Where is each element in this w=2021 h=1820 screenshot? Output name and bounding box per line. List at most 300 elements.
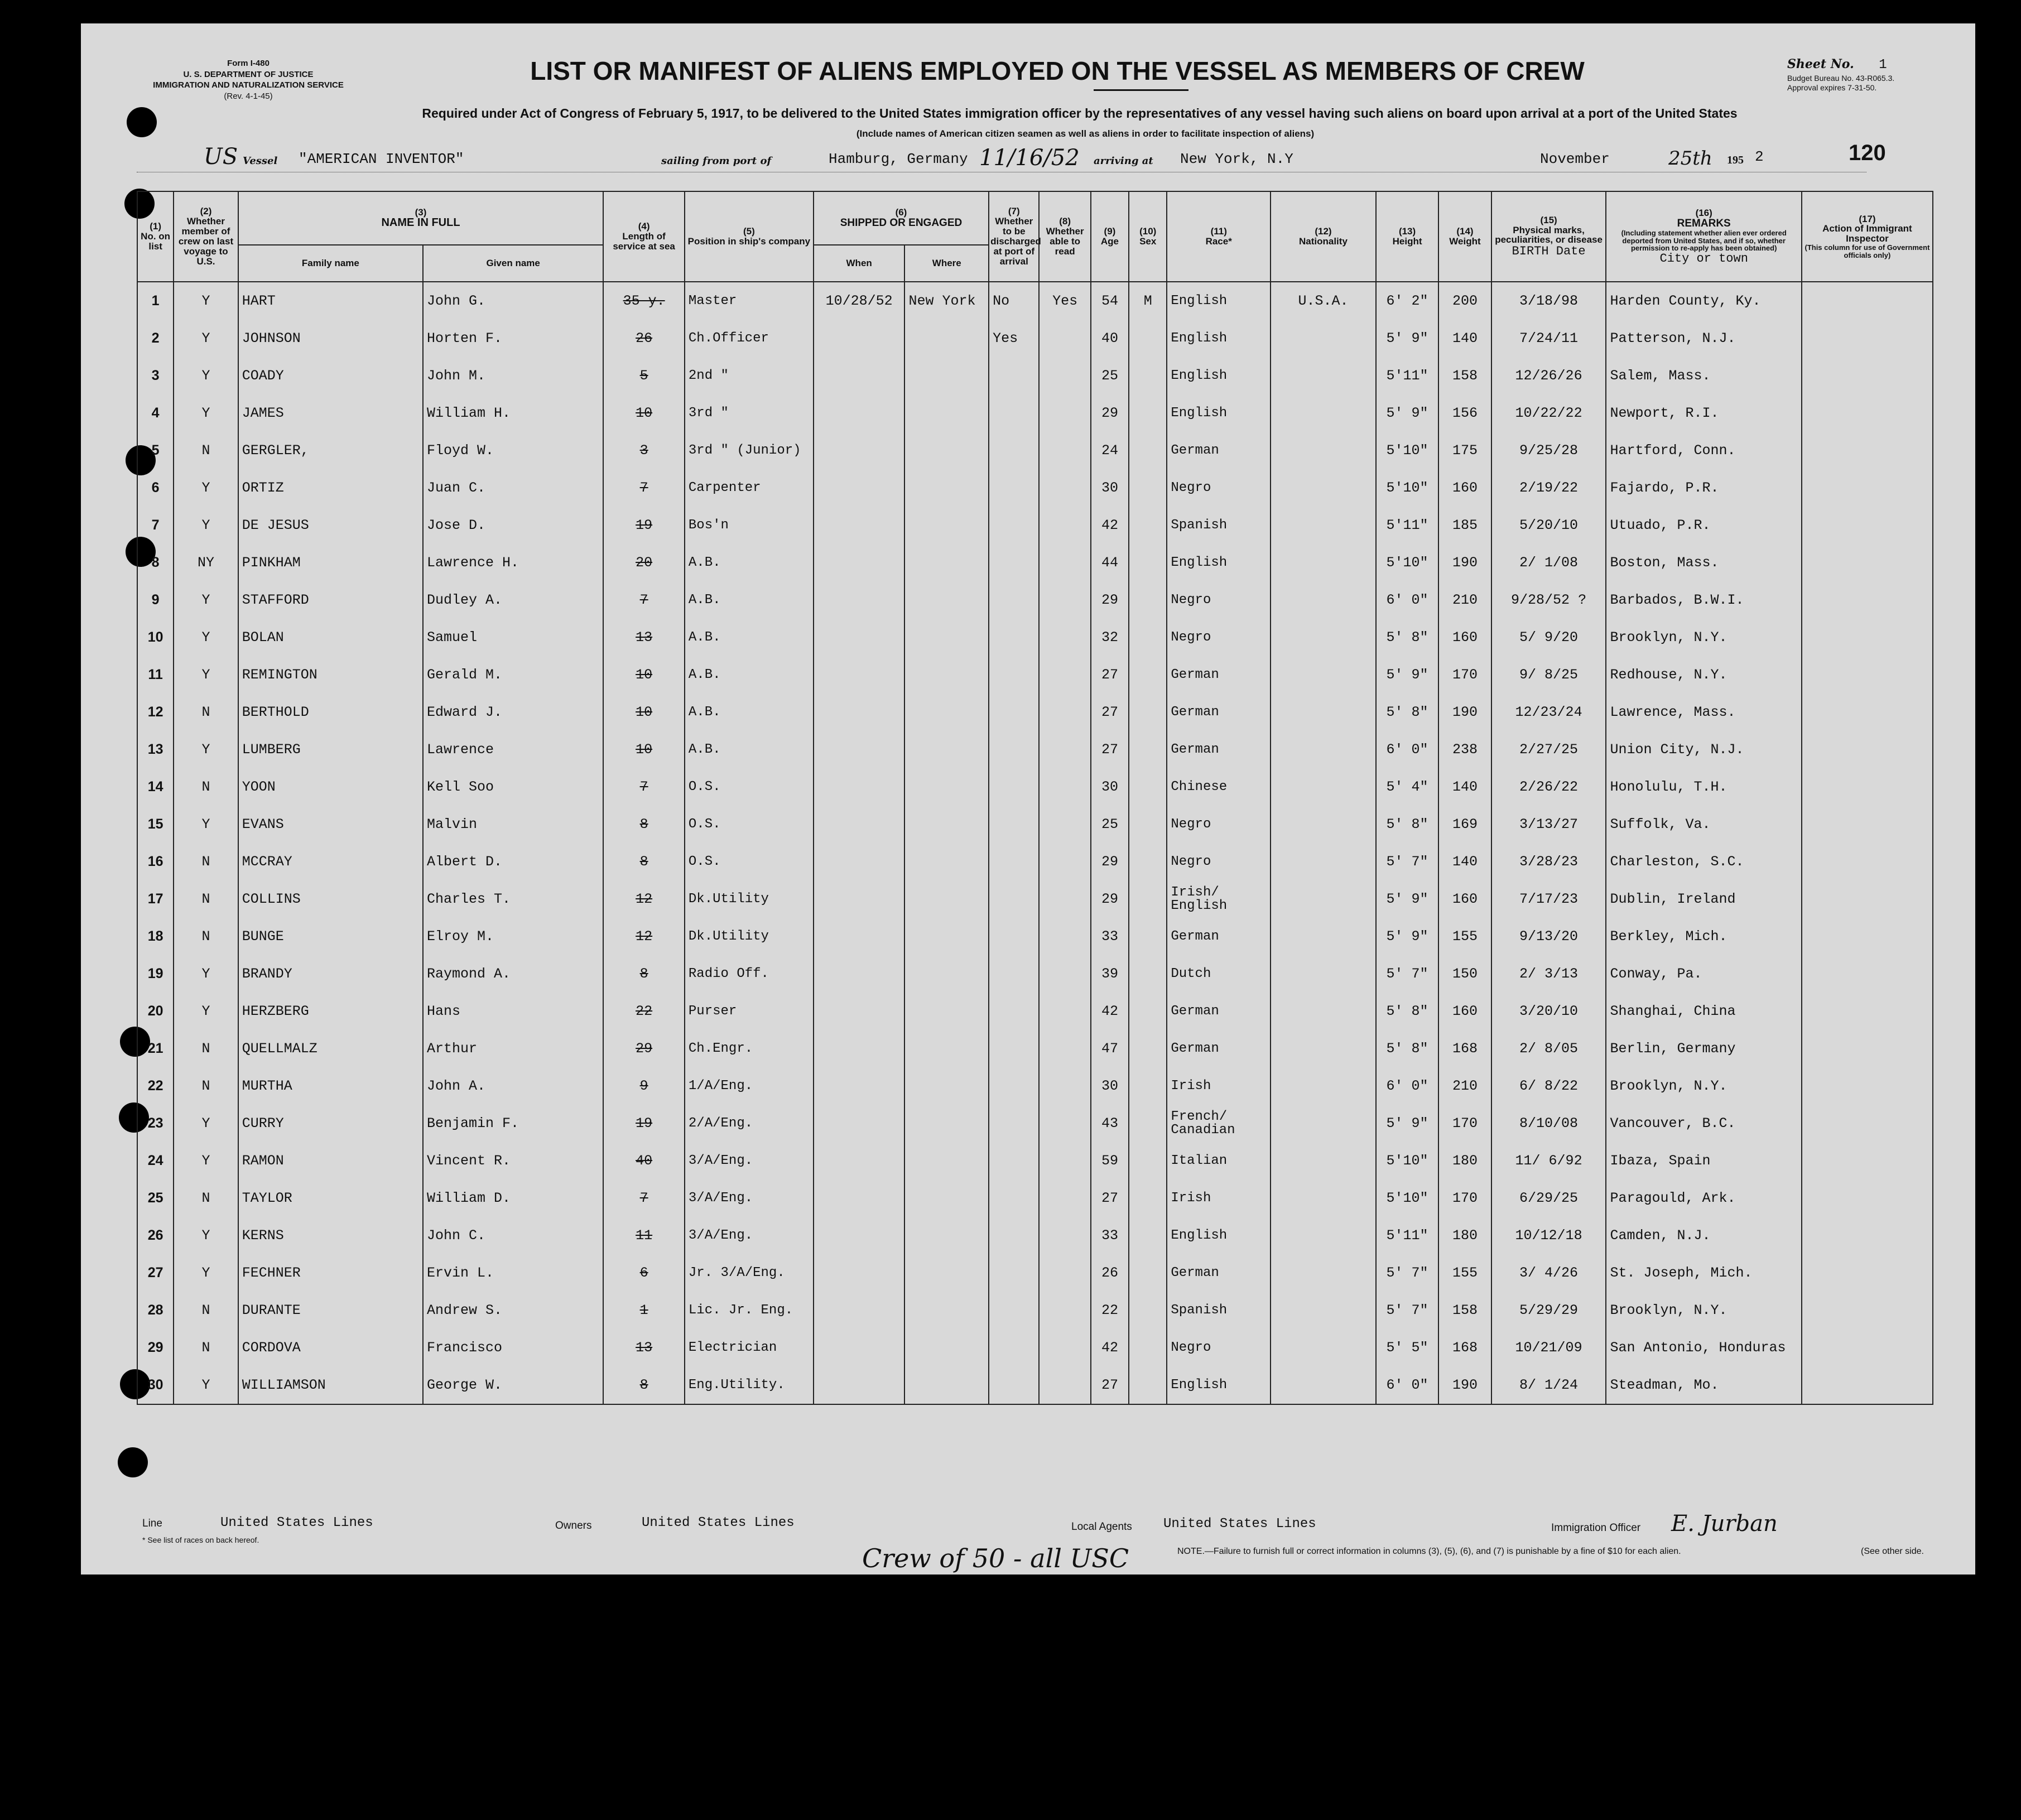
cell-where xyxy=(904,1217,989,1254)
col3-label: NAME IN FULL xyxy=(381,216,460,229)
cell-inspector-action xyxy=(1802,507,1933,544)
cell-read xyxy=(1039,918,1090,955)
cell-where xyxy=(904,1292,989,1329)
cell-prev: Y xyxy=(174,1142,238,1179)
col13-label: Height xyxy=(1392,236,1422,247)
year-digit: 2 xyxy=(1755,148,1764,165)
table-row xyxy=(137,731,1933,768)
cell-race: German xyxy=(1167,694,1271,731)
cell-nationality xyxy=(1271,880,1376,918)
cell-service: 10 xyxy=(603,656,685,694)
cell-inspector-action xyxy=(1802,282,1933,320)
cell-race: Italian xyxy=(1167,1142,1271,1179)
cell-when xyxy=(814,1329,905,1366)
cell-given: Ervin L. xyxy=(423,1254,603,1292)
cell-inspector-action xyxy=(1802,806,1933,843)
cell-no: 30 xyxy=(137,1366,174,1404)
cell-sex xyxy=(1129,731,1167,768)
cell-inspector-action xyxy=(1802,469,1933,507)
cell-where xyxy=(904,320,989,357)
cell-service: 8 xyxy=(603,806,685,843)
cell-inspector-action xyxy=(1802,394,1933,432)
cell-where xyxy=(904,1067,989,1105)
cell-where xyxy=(904,880,989,918)
cell-age: 29 xyxy=(1091,581,1129,619)
cell-prev: N xyxy=(174,843,238,880)
col14-num: (14) xyxy=(1456,226,1474,237)
col9-label: Age xyxy=(1100,236,1119,247)
cell-given: George W. xyxy=(423,1366,603,1404)
cell-city: Suffolk, Va. xyxy=(1606,806,1801,843)
table-row xyxy=(137,1254,1933,1292)
year-label: 195 xyxy=(1727,154,1744,166)
cell-birth: 7/17/23 xyxy=(1491,880,1606,918)
cell-family: QUELLMALZ xyxy=(238,1030,423,1067)
cell-family: WILLIAMSON xyxy=(238,1366,423,1404)
cell-height: 6' 0" xyxy=(1376,1067,1438,1105)
cell-service: 7 xyxy=(603,581,685,619)
arrival-day: 25th xyxy=(1668,147,1712,170)
cell-sex xyxy=(1129,544,1167,581)
cell-birth: 10/22/22 xyxy=(1491,394,1606,432)
cell-age: 29 xyxy=(1091,843,1129,880)
cell-position: Ch.Engr. xyxy=(685,1030,814,1067)
col12-label: Nationality xyxy=(1299,236,1348,247)
cell-sex xyxy=(1129,432,1167,469)
cell-read xyxy=(1039,806,1090,843)
cell-given: William H. xyxy=(423,394,603,432)
cell-city: Salem, Mass. xyxy=(1606,357,1801,394)
col7-num: (7) xyxy=(1008,206,1020,217)
cell-age: 39 xyxy=(1091,955,1129,993)
cell-race: Negro xyxy=(1167,843,1271,880)
cell-sex: M xyxy=(1129,282,1167,320)
see-other-side: (See other side. xyxy=(1861,1547,1924,1556)
cell-age: 42 xyxy=(1091,507,1129,544)
cell-height: 5'11" xyxy=(1376,357,1438,394)
cell-race: German xyxy=(1167,1254,1271,1292)
cell-family: BOLAN xyxy=(238,619,423,656)
cell-weight: 180 xyxy=(1438,1217,1491,1254)
cell-discharged xyxy=(989,918,1039,955)
cell-position: 3/A/Eng. xyxy=(685,1179,814,1217)
cell-inspector-action xyxy=(1802,843,1933,880)
cell-discharged xyxy=(989,843,1039,880)
cell-race: Negro xyxy=(1167,619,1271,656)
col16-sub: (Including statement whether alien ever ordered deported from United States, and if so, whether permission to re-apply has been obtained) xyxy=(1621,228,1787,253)
cell-discharged xyxy=(989,806,1039,843)
table-row xyxy=(137,1292,1933,1329)
cell-nationality xyxy=(1271,694,1376,731)
cell-prev: Y xyxy=(174,731,238,768)
cell-birth: 9/25/28 xyxy=(1491,432,1606,469)
crew-rows xyxy=(137,282,1933,1404)
cell-given: Andrew S. xyxy=(423,1292,603,1329)
cell-read xyxy=(1039,619,1090,656)
cell-age: 42 xyxy=(1091,993,1129,1030)
cell-service: 8 xyxy=(603,1366,685,1404)
cell-prev: N xyxy=(174,768,238,806)
cell-service: 8 xyxy=(603,843,685,880)
cell-height: 5' 8" xyxy=(1376,1030,1438,1067)
cell-given: Jose D. xyxy=(423,507,603,544)
cell-service: 19 xyxy=(603,507,685,544)
cell-height: 5' 7" xyxy=(1376,843,1438,880)
cell-city: Ibaza, Spain xyxy=(1606,1142,1801,1179)
cell-age: 27 xyxy=(1091,694,1129,731)
cell-inspector-action xyxy=(1802,1179,1933,1217)
cell-city: Camden, N.J. xyxy=(1606,1217,1801,1254)
cell-when xyxy=(814,806,905,843)
cell-prev: N xyxy=(174,880,238,918)
cell-birth: 6/29/25 xyxy=(1491,1179,1606,1217)
cell-city: Union City, N.J. xyxy=(1606,731,1801,768)
cell-no: 17 xyxy=(137,880,174,918)
cell-weight: 185 xyxy=(1438,507,1491,544)
cell-height: 5'11" xyxy=(1376,1217,1438,1254)
cell-no: 8 xyxy=(137,544,174,581)
cell-nationality xyxy=(1271,1067,1376,1105)
cell-given: Elroy M. xyxy=(423,918,603,955)
cell-city: Patterson, N.J. xyxy=(1606,320,1801,357)
cell-family: CURRY xyxy=(238,1105,423,1142)
cell-height: 5' 7" xyxy=(1376,1254,1438,1292)
cell-sex xyxy=(1129,694,1167,731)
cell-when xyxy=(814,432,905,469)
cell-given: Horten F. xyxy=(423,320,603,357)
table-row xyxy=(137,843,1933,880)
cell-read xyxy=(1039,1067,1090,1105)
cell-service: 3 xyxy=(603,432,685,469)
table-row xyxy=(137,1366,1933,1404)
cell-birth: 3/ 4/26 xyxy=(1491,1254,1606,1292)
cell-read xyxy=(1039,1254,1090,1292)
col9-num: (9) xyxy=(1104,226,1116,237)
cell-given: Raymond A. xyxy=(423,955,603,993)
cell-age: 33 xyxy=(1091,1217,1129,1254)
cell-sex xyxy=(1129,1254,1167,1292)
cell-prev: Y xyxy=(174,1366,238,1404)
cell-discharged xyxy=(989,1067,1039,1105)
table-row xyxy=(137,1142,1933,1179)
cell-prev: Y xyxy=(174,394,238,432)
cell-city: Honolulu, T.H. xyxy=(1606,768,1801,806)
sail-date: 11/16/52 xyxy=(979,145,1080,171)
cell-where xyxy=(904,955,989,993)
cell-position: Carpenter xyxy=(685,469,814,507)
cell-discharged xyxy=(989,656,1039,694)
cell-sex xyxy=(1129,656,1167,694)
table-row xyxy=(137,282,1933,320)
table-row xyxy=(137,694,1933,731)
cell-age: 33 xyxy=(1091,918,1129,955)
cell-prev: Y xyxy=(174,507,238,544)
cell-birth: 12/26/26 xyxy=(1491,357,1606,394)
table-row xyxy=(137,1105,1933,1142)
cell-where xyxy=(904,993,989,1030)
cell-where xyxy=(904,1142,989,1179)
cell-sex xyxy=(1129,1329,1167,1366)
cell-no: 12 xyxy=(137,694,174,731)
cell-race: Spanish xyxy=(1167,1292,1271,1329)
cell-weight: 210 xyxy=(1438,581,1491,619)
footer xyxy=(142,1511,1928,1573)
col4-label: Length of service at sea xyxy=(613,231,675,252)
cell-weight: 160 xyxy=(1438,993,1491,1030)
cell-read xyxy=(1039,1366,1090,1404)
cell-when xyxy=(814,768,905,806)
cell-discharged xyxy=(989,955,1039,993)
col7-label: Whether to be discharged at port of arrival xyxy=(990,216,1041,267)
cell-race: German xyxy=(1167,656,1271,694)
cell-weight: 140 xyxy=(1438,320,1491,357)
cell-where xyxy=(904,731,989,768)
cell-inspector-action xyxy=(1802,694,1933,731)
cell-race: Negro xyxy=(1167,1329,1271,1366)
cell-given: John G. xyxy=(423,282,603,320)
cell-read xyxy=(1039,1105,1090,1142)
cell-prev: Y xyxy=(174,656,238,694)
cell-height: 5' 8" xyxy=(1376,619,1438,656)
table-row xyxy=(137,394,1933,432)
cell-discharged: Yes xyxy=(989,320,1039,357)
cell-race: Negro xyxy=(1167,469,1271,507)
cell-service: 13 xyxy=(603,1329,685,1366)
cell-given: Arthur xyxy=(423,1030,603,1067)
cell-birth: 8/ 1/24 xyxy=(1491,1366,1606,1404)
cell-position: O.S. xyxy=(685,768,814,806)
cell-family: STAFFORD xyxy=(238,581,423,619)
sheet-number: 1 xyxy=(1879,57,1887,73)
table-row xyxy=(137,469,1933,507)
cell-no: 27 xyxy=(137,1254,174,1292)
cell-nationality xyxy=(1271,1142,1376,1179)
cell-inspector-action xyxy=(1802,1292,1933,1329)
cell-birth: 11/ 6/92 xyxy=(1491,1142,1606,1179)
cell-sex xyxy=(1129,357,1167,394)
cell-weight: 155 xyxy=(1438,1254,1491,1292)
cell-where xyxy=(904,694,989,731)
cell-read xyxy=(1039,694,1090,731)
col8-label: Whether able to read xyxy=(1046,226,1084,257)
table-row xyxy=(137,1067,1933,1105)
cell-prev: Y xyxy=(174,619,238,656)
cell-weight: 140 xyxy=(1438,768,1491,806)
cell-no: 24 xyxy=(137,1142,174,1179)
cell-inspector-action xyxy=(1802,768,1933,806)
cell-weight: 168 xyxy=(1438,1329,1491,1366)
cell-service: 20 xyxy=(603,544,685,581)
cell-age: 44 xyxy=(1091,544,1129,581)
cell-race: Negro xyxy=(1167,581,1271,619)
cell-position: Eng.Utility. xyxy=(685,1366,814,1404)
cell-no: 29 xyxy=(137,1329,174,1366)
cell-age: 27 xyxy=(1091,1179,1129,1217)
cell-when xyxy=(814,1105,905,1142)
cell-where xyxy=(904,656,989,694)
cell-birth: 9/28/52 ? xyxy=(1491,581,1606,619)
cell-prev: Y xyxy=(174,955,238,993)
cell-no: 28 xyxy=(137,1292,174,1329)
sailing-label: sailing from port of xyxy=(661,155,772,167)
cell-no: 18 xyxy=(137,918,174,955)
cell-read xyxy=(1039,1030,1090,1067)
cell-service: 7 xyxy=(603,1179,685,1217)
cell-service: 13 xyxy=(603,619,685,656)
cell-prev: N xyxy=(174,432,238,469)
cell-when xyxy=(814,1179,905,1217)
cell-given: Hans xyxy=(423,993,603,1030)
cell-service: 10 xyxy=(603,694,685,731)
cell-family: MCCRAY xyxy=(238,843,423,880)
cell-discharged xyxy=(989,432,1039,469)
cell-birth: 6/ 8/22 xyxy=(1491,1067,1606,1105)
cell-given: Edward J. xyxy=(423,694,603,731)
col11-label: Race* xyxy=(1205,236,1232,247)
cell-inspector-action xyxy=(1802,880,1933,918)
cell-birth: 9/ 8/25 xyxy=(1491,656,1606,694)
arrival-month: November xyxy=(1540,151,1610,167)
cell-city: Harden County, Ky. xyxy=(1606,282,1801,320)
cell-nationality xyxy=(1271,731,1376,768)
where-header: Where xyxy=(904,245,989,282)
from-port: Hamburg, Germany xyxy=(829,151,968,167)
cell-when xyxy=(814,320,905,357)
cell-race: German xyxy=(1167,432,1271,469)
cell-read xyxy=(1039,955,1090,993)
cell-where: New York xyxy=(904,282,989,320)
cell-birth: 2/ 3/13 xyxy=(1491,955,1606,993)
cell-nationality xyxy=(1271,955,1376,993)
cell-when xyxy=(814,1030,905,1067)
cell-height: 5' 9" xyxy=(1376,1105,1438,1142)
cell-read xyxy=(1039,993,1090,1030)
cell-no: 6 xyxy=(137,469,174,507)
cell-given: Lawrence xyxy=(423,731,603,768)
cell-height: 6' 0" xyxy=(1376,581,1438,619)
col4-num: (4) xyxy=(638,221,650,232)
cell-where xyxy=(904,806,989,843)
cell-birth: 3/18/98 xyxy=(1491,282,1606,320)
cell-sex xyxy=(1129,1292,1167,1329)
cell-race: Irish xyxy=(1167,1067,1271,1105)
cell-sex xyxy=(1129,320,1167,357)
col8-num: (8) xyxy=(1059,216,1071,227)
cell-where xyxy=(904,357,989,394)
col17-sub: (This column for use of Government officials only) xyxy=(1805,243,1930,259)
cell-sex xyxy=(1129,993,1167,1030)
cell-discharged xyxy=(989,469,1039,507)
cell-given: Vincent R. xyxy=(423,1142,603,1179)
table-row xyxy=(137,320,1933,357)
cell-position: A.B. xyxy=(685,619,814,656)
cell-birth: 2/ 1/08 xyxy=(1491,544,1606,581)
cell-no: 11 xyxy=(137,656,174,694)
cell-race: Negro xyxy=(1167,806,1271,843)
cell-race: German xyxy=(1167,1030,1271,1067)
cell-weight: 200 xyxy=(1438,282,1491,320)
cell-no: 10 xyxy=(137,619,174,656)
cell-position: Master xyxy=(685,282,814,320)
cell-no: 26 xyxy=(137,1217,174,1254)
cell-sex xyxy=(1129,1067,1167,1105)
sheet-info xyxy=(1787,57,1966,92)
cell-weight: 158 xyxy=(1438,1292,1491,1329)
table-row xyxy=(137,619,1933,656)
cell-age: 29 xyxy=(1091,880,1129,918)
cell-nationality xyxy=(1271,357,1376,394)
cell-inspector-action xyxy=(1802,656,1933,694)
cell-birth: 9/13/20 xyxy=(1491,918,1606,955)
col6-label: SHIPPED OR ENGAGED xyxy=(840,216,963,229)
cell-read xyxy=(1039,544,1090,581)
cell-race: German xyxy=(1167,993,1271,1030)
arriving-label: arriving at xyxy=(1094,155,1153,167)
page-number: 120 xyxy=(1849,141,1886,165)
cell-where xyxy=(904,1254,989,1292)
cell-height: 5' 9" xyxy=(1376,880,1438,918)
cell-inspector-action xyxy=(1802,1067,1933,1105)
cell-inspector-action xyxy=(1802,993,1933,1030)
cell-when xyxy=(814,507,905,544)
cell-family: MURTHA xyxy=(238,1067,423,1105)
cell-position: Bos'n xyxy=(685,507,814,544)
cell-inspector-action xyxy=(1802,918,1933,955)
cell-sex xyxy=(1129,619,1167,656)
form-info xyxy=(148,58,349,102)
cell-position: Purser xyxy=(685,993,814,1030)
cell-read xyxy=(1039,768,1090,806)
cell-nationality xyxy=(1271,507,1376,544)
officer-signature: E. Jurban xyxy=(1671,1511,1778,1537)
cell-weight: 190 xyxy=(1438,694,1491,731)
cell-where xyxy=(904,469,989,507)
cell-service: 11 xyxy=(603,1217,685,1254)
owners-label: Owners xyxy=(555,1520,592,1532)
cell-given: Floyd W. xyxy=(423,432,603,469)
cell-discharged xyxy=(989,507,1039,544)
cell-height: 5' 7" xyxy=(1376,955,1438,993)
cell-nationality xyxy=(1271,432,1376,469)
table-row xyxy=(137,1329,1933,1366)
cell-height: 5' 4" xyxy=(1376,768,1438,806)
cell-nationality xyxy=(1271,619,1376,656)
cell-city: Charleston, S.C. xyxy=(1606,843,1801,880)
cell-position: Dk.Utility xyxy=(685,880,814,918)
cell-birth: 5/20/10 xyxy=(1491,507,1606,544)
cell-nationality xyxy=(1271,1329,1376,1366)
cell-sex xyxy=(1129,581,1167,619)
cell-city: San Antonio, Honduras xyxy=(1606,1329,1801,1366)
cell-discharged xyxy=(989,1105,1039,1142)
cell-when xyxy=(814,880,905,918)
cell-nationality xyxy=(1271,993,1376,1030)
cell-when xyxy=(814,731,905,768)
table-row xyxy=(137,507,1933,544)
title-underline xyxy=(1094,89,1188,91)
table-row xyxy=(137,357,1933,394)
cell-read xyxy=(1039,1142,1090,1179)
cell-when xyxy=(814,1366,905,1404)
cell-sex xyxy=(1129,843,1167,880)
cell-read xyxy=(1039,843,1090,880)
col6-num: (6) xyxy=(895,207,907,218)
cell-race: Dutch xyxy=(1167,955,1271,993)
cell-position: A.B. xyxy=(685,581,814,619)
cell-birth: 10/21/09 xyxy=(1491,1329,1606,1366)
col15-extra: BIRTH Date xyxy=(1512,244,1586,259)
cell-inspector-action xyxy=(1802,432,1933,469)
